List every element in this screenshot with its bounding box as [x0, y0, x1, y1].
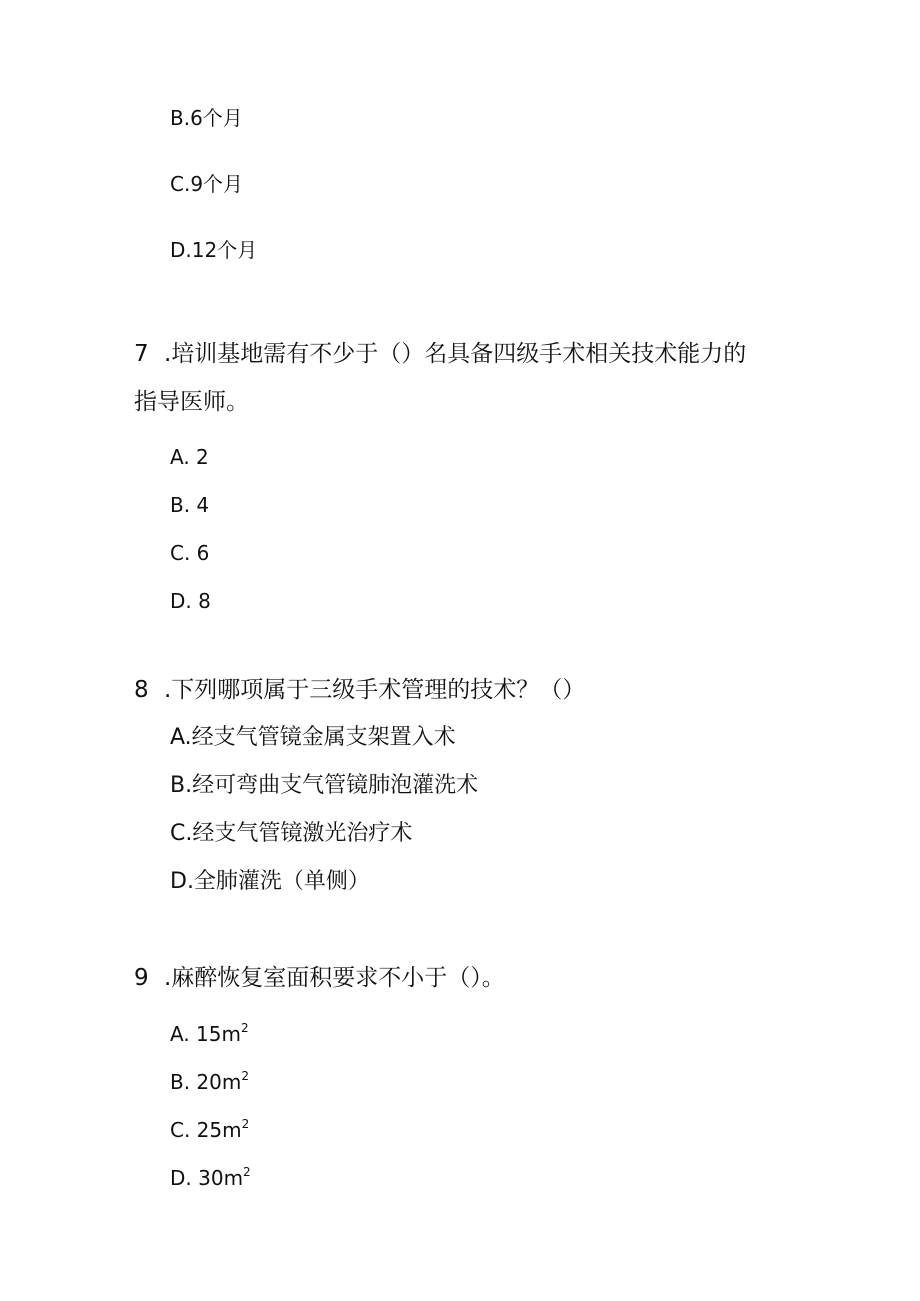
q7-option-a: A. 2: [170, 445, 209, 469]
q9-option-b-exponent: 2: [241, 1069, 250, 1083]
question-8: [134, 679, 585, 702]
question-8-number: 8: [134, 677, 149, 703]
q7-option-d: D. 8: [170, 589, 211, 613]
q7-option-c: C. 6: [170, 541, 210, 565]
question-9-text: .麻醉恢复室面积要求不小于（）。: [164, 965, 505, 991]
option-d-prev: D.12个月: [170, 238, 258, 262]
q9-option-b: [170, 1069, 250, 1094]
option-b-prev: B.6个月: [170, 106, 243, 130]
q8-option-a: A.经支气管镜金属支架置入术: [170, 725, 456, 750]
q9-option-a: [170, 1021, 249, 1046]
q9-option-c: [170, 1117, 250, 1142]
question-7: [134, 343, 746, 366]
question-7-text-line2: 指导医师。: [134, 389, 249, 415]
question-8-text: .下列哪项属于三级手术管理的技术？（）: [164, 677, 586, 703]
q8-option-c: C.经支气管镜激光治疗术: [170, 821, 413, 846]
question-7-number: 7: [134, 341, 149, 367]
q9-option-a-exponent: 2: [240, 1021, 249, 1035]
q8-option-d: D.全肺灌洗（单侧）: [170, 869, 370, 894]
q9-option-d-exponent: 2: [243, 1165, 251, 1179]
q7-option-b: B. 4: [170, 493, 210, 517]
q9-option-a-text: A. 15m: [170, 1022, 241, 1046]
option-c-prev: C.9个月: [170, 172, 244, 196]
q9-option-c-exponent: 2: [241, 1117, 250, 1131]
q9-option-c-text: C. 25m: [170, 1118, 242, 1142]
question-7-text-line1: .培训基地需有不少于（）名具备四级手术相关技术能力的: [164, 341, 747, 367]
q9-option-d-text: D. 30m: [170, 1166, 244, 1190]
question-9-number: 9: [134, 965, 149, 991]
q9-option-b-text: B. 20m: [170, 1070, 242, 1094]
q9-option-d: [170, 1165, 251, 1190]
question-9: [134, 967, 505, 990]
q8-option-b: B.经可弯曲支气管镜肺泡灌洗术: [170, 773, 479, 798]
